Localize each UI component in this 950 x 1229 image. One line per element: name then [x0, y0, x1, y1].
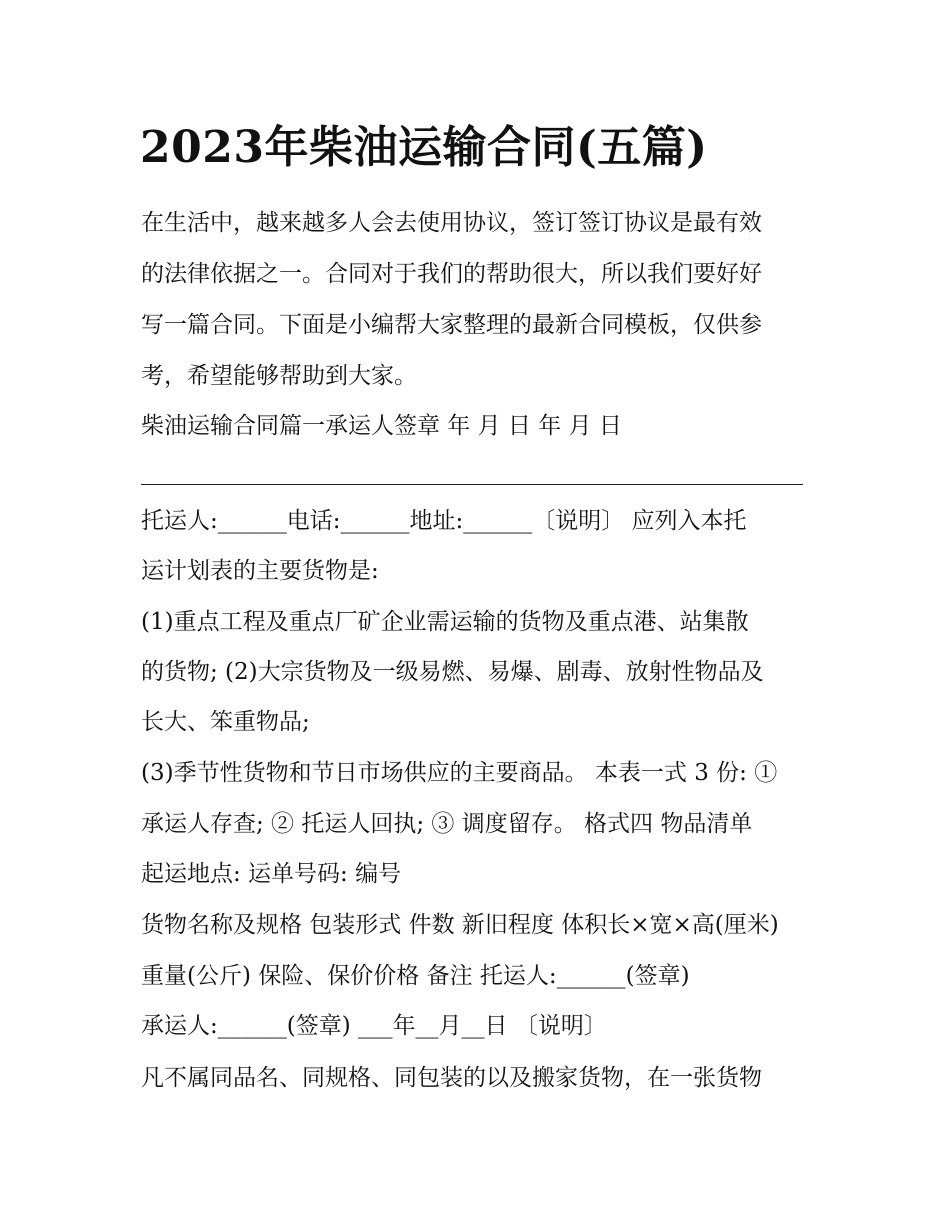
document-title: 2023年柴油运输合同(五篇)	[140, 122, 708, 173]
text-line: 凡不属同品名、同规格、同包装的以及搬家货物，在一张货物	[141, 1065, 762, 1091]
text-line: (1)重点工程及重点厂矿企业需运输的货物及重点港、站集散	[141, 609, 749, 635]
signature-rule-line	[141, 484, 803, 485]
text-line: 柴油运输合同篇一承运人签章 年 月 日 年 月 日	[141, 413, 622, 439]
text-line: 运计划表的主要货物是:	[141, 558, 379, 584]
text-line: 写一篇合同。下面是小编帮大家整理的最新合同模板，仅供参	[141, 312, 762, 338]
text-line: 承运人存查; ② 托运人回执; ③ 调度留存。 格式四 物品清单	[141, 811, 753, 837]
text-line: 承运人:______(签章) ___年__月__日 〔说明〕	[141, 1013, 607, 1039]
text-line: 托运人:______电话:______地址:______〔说明〕 应列入本托	[141, 508, 747, 534]
text-line: 的法律依据之一。合同对于我们的帮助很大，所以我们要好好	[141, 261, 762, 287]
text-line: 重量(公斤) 保险、保价价格 备注 托运人:______(签章)	[141, 963, 690, 989]
text-line: 货物名称及规格 包装形式 件数 新旧程度 体积长×宽×高(厘米)	[141, 912, 779, 938]
text-line: 长大、笨重物品;	[141, 709, 310, 735]
text-line: 考，希望能够帮助到大家。	[141, 363, 417, 389]
text-line: 的货物; (2)大宗货物及一级易燃、易爆、剧毒、放射性物品及	[141, 659, 764, 685]
text-line: 起运地点: 运单号码: 编号	[141, 861, 402, 887]
text-line: 在生活中，越来越多人会去使用协议，签订签订协议是最有效	[141, 210, 762, 236]
text-line: (3)季节性货物和节日市场供应的主要商品。 本表一式 3 份: ①	[141, 760, 778, 786]
